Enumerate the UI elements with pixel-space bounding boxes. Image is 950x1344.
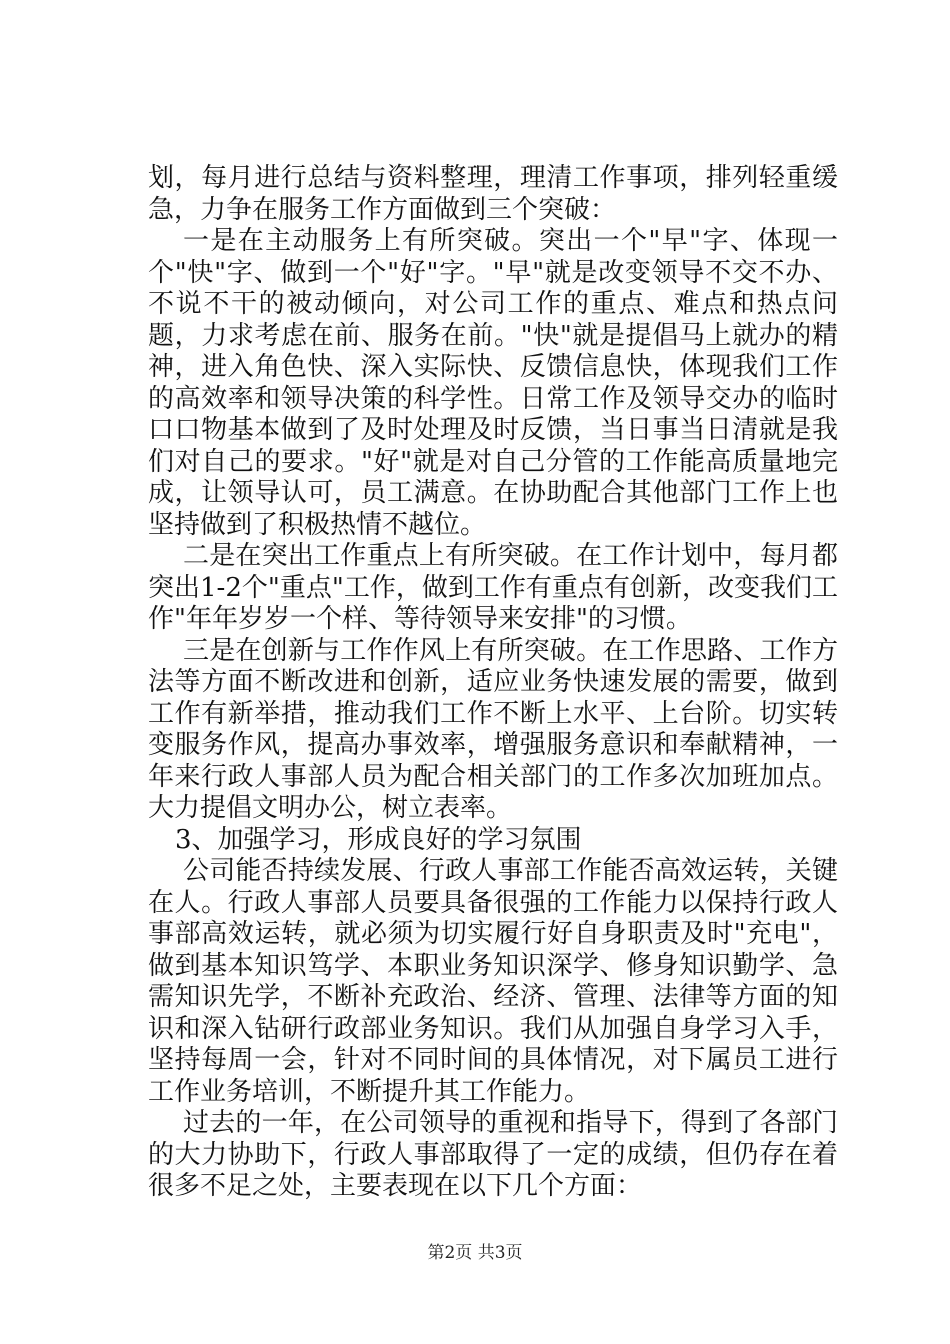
paragraph-study: 公司能否持续发展、行政人事部工作能否高效运转，关键在人。行政人事部人员要具备很强的工作能力以保持行政人事部高效运转，就必须为切实履行好自身职责及时"充电"，做到基本知识笃学、本职业务知识深学、修身知识勤学、急需知识先学，不断补充政治、经济、管理、法律等方面的知识和深入钻研行政部业务知识。我们从加强自身学习入手，坚持每周一会，针对不同时间的具体情况，对下属员工进行工作业务培训，不断提升其工作能力。 [148, 856, 838, 1107]
paragraph-summary: 过去的一年，在公司领导的重视和指导下，得到了各部门的大力协助下，行政人事部取得了一定的成绩，但仍存在着很多不足之处，主要表现在以下几个方面： [148, 1108, 838, 1201]
paragraph-continuation: 划，每月进行总结与资料整理，理清工作事项，排列轻重缓急，力争在服务工作方面做到三个突破： [148, 163, 838, 225]
page-number-label: 第2页 共3页 [427, 1243, 523, 1263]
paragraph-breakthrough-one: 一是在主动服务上有所突破。突出一个"早"字、体现一个"快"字、做到一个"好"字。"早"就是改变领导不交不办、不说不干的被动倾向，对公司工作的重点、难点和热点问题，力求考虑在前、服务在前。"快"就是提倡马上就办的精神，进入角色快、深入实际快、反馈信息快，体现我们工作的高效率和领导决策的科学性。日常工作及领导交办的临时口口物基本做到了及时处理及时反馈，当日事当日清就是我们对自己的要求。"好"就是对自己分管的工作能高质量地完成，让领导认可，员工满意。在协助配合其他部门工作上也坚持做到了积极热情不越位。 [148, 226, 838, 540]
paragraph-breakthrough-two: 二是在突出工作重点上有所突破。在工作计划中，每月都突出1-2个"重点"工作，做到工作有重点有创新，改变我们工作"年年岁岁一个样、等待领导来安排"的习惯。 [148, 541, 838, 634]
section-heading-study: 3、加强学习，形成良好的学习氛围 [175, 824, 582, 855]
paragraph-breakthrough-three: 三是在创新与工作作风上有所突破。在工作思路、工作方法等方面不断改进和创新，适应业务快速发展的需要，做到工作有新举措，推动我们工作不断上水平、上台阶。切实转变服务作风，提高办事效率，增强服务意识和奉献精神，一年来行政人事部人员为配合相关部门的工作多次加班加点。大力提倡文明办公，树立表率。 [148, 635, 838, 823]
page-footer [0, 1242, 950, 1264]
document-body [148, 163, 838, 1203]
